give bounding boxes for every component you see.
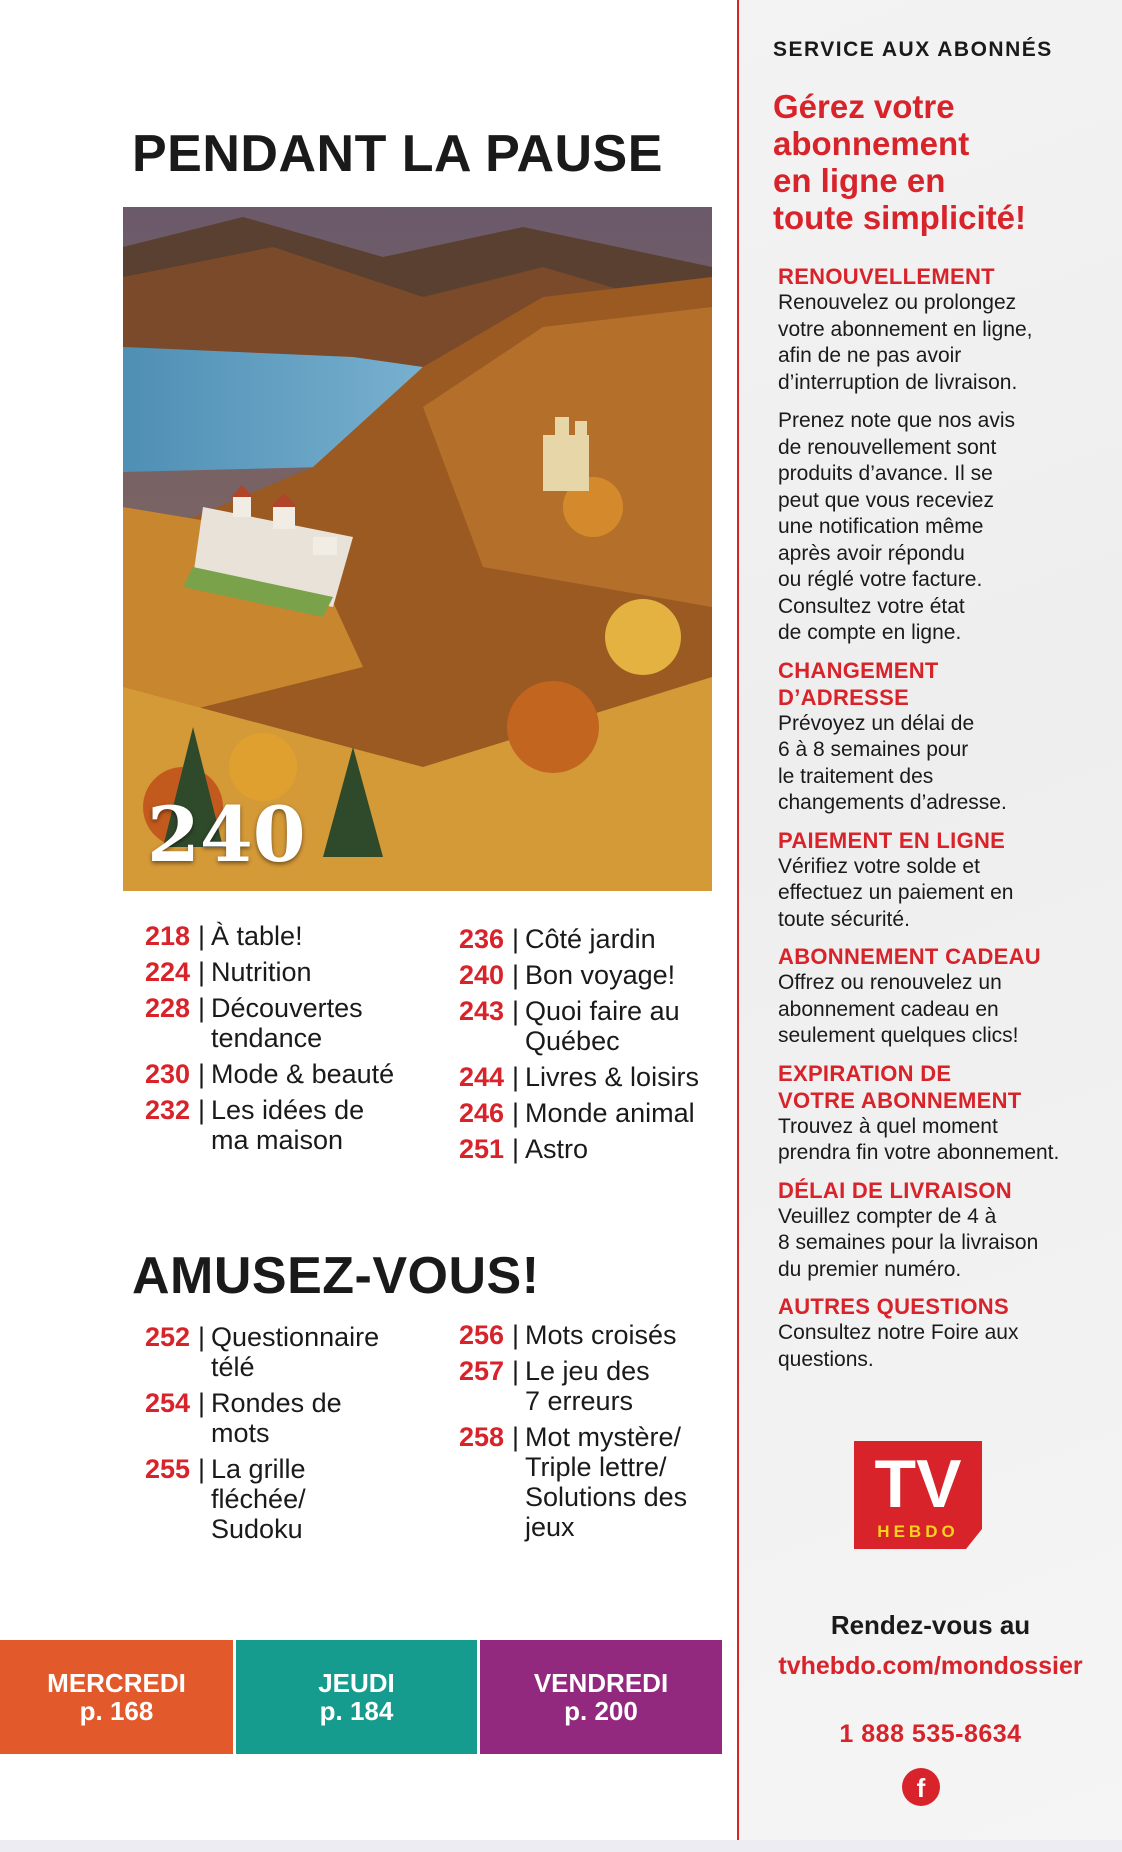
toc-page-number: 258 xyxy=(458,1422,504,1452)
autumn-valley-illustration xyxy=(123,207,712,891)
toc-page-number: 244 xyxy=(458,1062,504,1092)
toc-list-right xyxy=(446,924,736,1170)
toc-label: Nutrition xyxy=(211,957,312,987)
service-section-title[interactable]: ABONNEMENT CADEAU xyxy=(778,944,1041,969)
service-section-expiration xyxy=(778,1060,1114,1167)
service-section-title[interactable]: CHANGEMENT D’ADRESSE xyxy=(778,657,939,710)
toc-item[interactable]: 257 | Le jeu des 7 erreurs xyxy=(446,1356,736,1416)
games-list-left xyxy=(132,1322,422,1550)
day-tab-wednesday[interactable] xyxy=(0,1640,233,1754)
toc-item[interactable]: 230 | Mode & beauté xyxy=(132,1059,422,1089)
toc-item[interactable]: 243 | Quoi faire au Québec xyxy=(446,996,736,1056)
day-label: MERCREDI xyxy=(47,1668,186,1698)
subscriber-service-panel xyxy=(739,0,1122,1840)
service-heading: SERVICE AUX ABONNÉS xyxy=(773,38,1053,61)
visit-us-text: Rendez-vous au xyxy=(830,1610,1031,1640)
service-section-renewal xyxy=(778,263,1114,647)
day-page: p. 184 xyxy=(319,1696,394,1726)
toc-page-number: 255 xyxy=(144,1454,190,1484)
section-title-pause: PENDANT LA PAUSE xyxy=(132,125,663,183)
toc-page-number: 228 xyxy=(144,993,190,1023)
toc-page-number: 230 xyxy=(144,1059,190,1089)
toc-page-number: 256 xyxy=(458,1320,504,1350)
toc-label: Les idées de ma maison xyxy=(211,1095,365,1155)
toc-page-number: 218 xyxy=(144,921,190,951)
service-promo: Gérez votre abonnement en ligne en toute simplicité! xyxy=(773,88,1027,236)
day-label: VENDREDI xyxy=(533,1668,669,1698)
service-section-text: Veuillez compter de 4 à 8 semaines pour la livraison du premier numéro. xyxy=(778,1204,1039,1281)
toc-list-left xyxy=(132,921,422,1161)
service-section-title[interactable]: PAIEMENT EN LIGNE xyxy=(778,827,1006,853)
day-label: JEUDI xyxy=(318,1668,395,1698)
toc-page-number: 254 xyxy=(144,1388,190,1418)
toc-label: Le jeu des 7 erreurs xyxy=(525,1356,650,1416)
toc-label: Mot mystère/ Triple lettre/ Solutions des jeux xyxy=(525,1422,688,1542)
toc-label: Quoi faire au Québec xyxy=(525,996,680,1056)
service-section-text: Trouvez à quel moment prendra fin votre abonnement. xyxy=(778,1114,1060,1164)
service-section-text: Consultez notre Foire aux questions. xyxy=(778,1321,1019,1371)
toc-page-number: 243 xyxy=(458,996,504,1026)
service-section-title[interactable]: RENOUVELLEMENT xyxy=(778,264,995,289)
service-section-text: Vérifiez votre solde et effectuez un paiement en toute sécurité. xyxy=(778,854,1014,931)
day-tab-friday[interactable] xyxy=(480,1640,722,1754)
toc-label: Rondes de mots xyxy=(211,1388,342,1448)
website-link[interactable]: tvhebdo.com/mondossier xyxy=(778,1652,1083,1680)
toc-page-number: 236 xyxy=(458,924,504,954)
service-section-title[interactable]: AUTRES QUESTIONS xyxy=(778,1294,1009,1319)
service-section-other xyxy=(778,1293,1114,1373)
service-section-delivery xyxy=(778,1177,1114,1284)
toc-page-number: 257 xyxy=(458,1356,504,1386)
service-section-text: Offrez ou renouvelez un abonnement cadeau en seulement quelques clics! xyxy=(778,971,1019,1047)
toc-label: À table! xyxy=(211,921,303,951)
toc-item[interactable]: 218 | À table! xyxy=(132,921,422,951)
service-section-address xyxy=(778,657,1114,817)
toc-label: Monde animal xyxy=(525,1098,695,1128)
toc-page-number: 232 xyxy=(144,1095,190,1125)
toc-label: Livres & loisirs xyxy=(525,1062,700,1092)
toc-item[interactable]: 251 | Astro xyxy=(446,1134,736,1164)
section-title-games: AMUSEZ-VOUS! xyxy=(132,1247,540,1305)
travel-photo xyxy=(123,207,712,891)
toc-item[interactable]: 224 | Nutrition xyxy=(132,957,422,987)
service-section-text: Prévoyez un délai de 6 à 8 semaines pour le traitement des changements d’adresse. xyxy=(778,711,1007,814)
day-page: p. 168 xyxy=(79,1696,154,1726)
toc-item[interactable]: 244 | Livres & loisirs xyxy=(446,1062,736,1092)
toc-label: Bon voyage! xyxy=(525,960,676,990)
toc-item[interactable]: 240 | Bon voyage! xyxy=(446,960,736,990)
toc-page-number: 224 xyxy=(144,957,190,987)
toc-label: Mots croisés xyxy=(525,1320,677,1350)
toc-label: Astro xyxy=(525,1134,589,1164)
toc-label: Mode & beauté xyxy=(211,1059,395,1089)
toc-item[interactable]: 255 | La grille fléchée/ Sudoku xyxy=(132,1454,422,1544)
service-section-payment xyxy=(778,827,1114,934)
facebook-icon[interactable]: f xyxy=(902,1768,940,1806)
logo-text: TV xyxy=(874,1446,962,1522)
toc-label: Questionnaire télé xyxy=(211,1322,380,1382)
toc-page-number: 252 xyxy=(144,1322,190,1352)
service-section-title[interactable]: DÉLAI DE LIVRAISON xyxy=(778,1177,1012,1203)
day-nav xyxy=(0,1640,722,1754)
toc-item[interactable]: 252 | Questionnaire télé xyxy=(132,1322,422,1382)
service-section-gift xyxy=(778,943,1114,1050)
toc-label: Côté jardin xyxy=(525,924,656,954)
toc-item[interactable]: 254 | Rondes de mots xyxy=(132,1388,422,1448)
day-page: p. 200 xyxy=(564,1696,638,1726)
phone-number[interactable]: 1 888 535-8634 xyxy=(839,1720,1022,1748)
toc-label: La grille fléchée/ Sudoku xyxy=(211,1454,306,1544)
toc-item[interactable]: 258 | Mot mystère/ Triple lettre/ Solutions des jeux xyxy=(446,1422,736,1542)
toc-label: Découvertes tendance xyxy=(211,993,363,1053)
games-list-right xyxy=(446,1320,736,1548)
toc-page-number: 246 xyxy=(458,1098,504,1128)
logo-subtext: HEBDO xyxy=(877,1522,959,1541)
photo-page-number: 240 xyxy=(147,790,306,879)
tv-hebdo-logo xyxy=(848,1437,988,1555)
service-section-text: Renouvelez ou prolongez votre abonnement en ligne, afin de ne pas avoir d’interruption de livraison. xyxy=(778,291,1033,394)
page-bottom-strip xyxy=(0,1840,1122,1852)
toc-item[interactable]: 256 | Mots croisés xyxy=(446,1320,736,1350)
toc-item[interactable]: 236 | Côté jardin xyxy=(446,924,736,954)
toc-item[interactable]: 246 | Monde animal xyxy=(446,1098,736,1128)
toc-item[interactable]: 228 | Découvertes tendance xyxy=(132,993,422,1053)
day-tab-thursday[interactable] xyxy=(236,1640,477,1754)
service-section-text: Prenez note que nos avis de renouvellement sont produits d’avance. Il se peut que vous receviez une notification même après avoir répondu ou réglé votre facture. Consultez votre état de compte en ligne. xyxy=(778,409,1015,644)
toc-page-number: 240 xyxy=(458,960,504,990)
toc-page-number: 251 xyxy=(458,1134,504,1164)
service-section-title[interactable]: EXPIRATION DE VOTRE ABONNEMENT xyxy=(778,1060,1022,1113)
service-sections xyxy=(778,263,1114,1383)
toc-item[interactable]: 232 | Les idées de ma maison xyxy=(132,1095,422,1155)
